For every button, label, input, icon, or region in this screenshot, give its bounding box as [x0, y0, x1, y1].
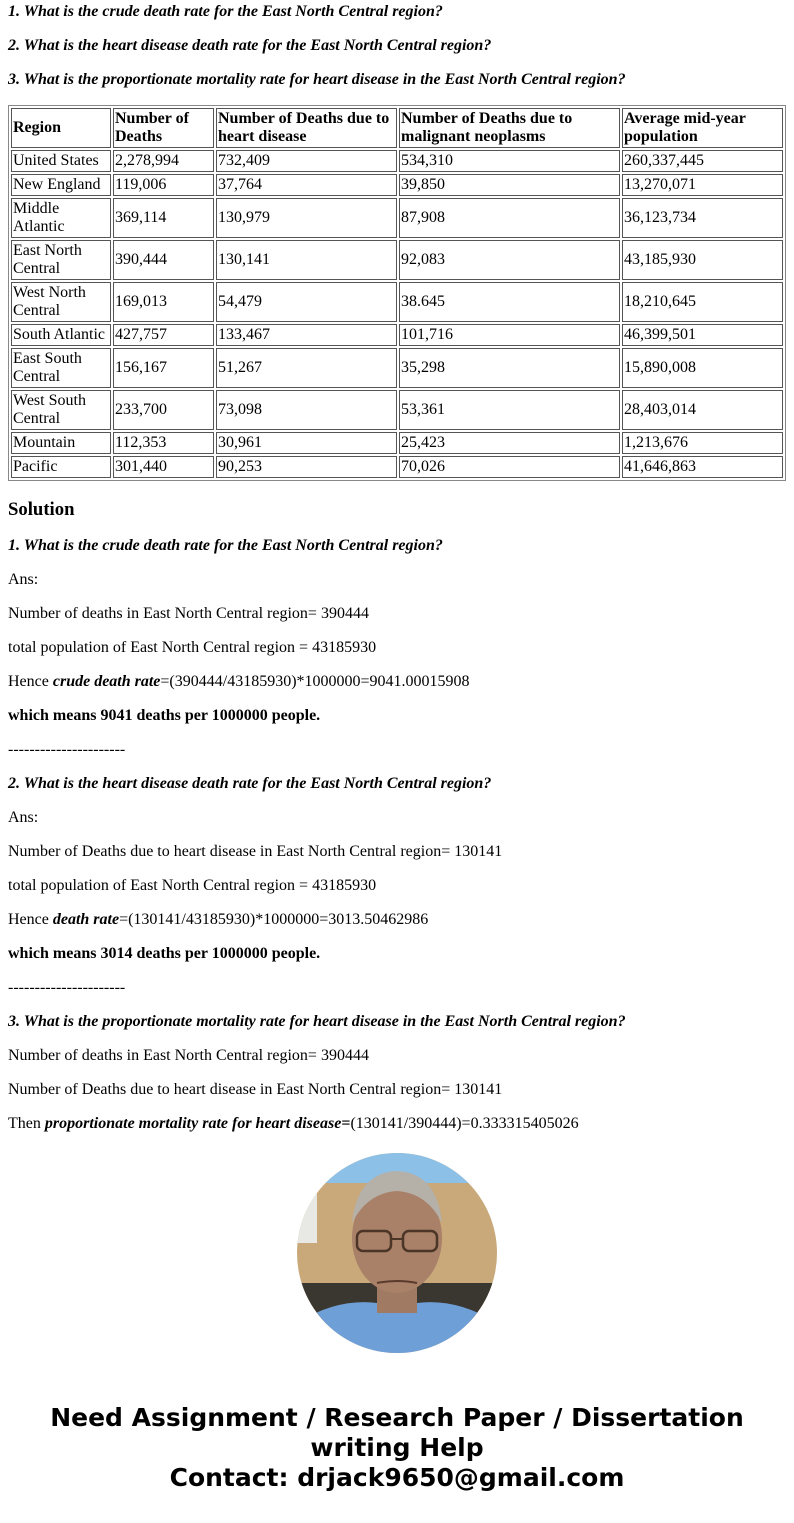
value-cell: 156,167 — [113, 348, 214, 388]
question-1 — [8, 3, 786, 21]
footer-contact: Contact: drjack9650@gmail.com — [169, 1463, 625, 1492]
column-header: Number of Deaths due to malignant neoplasms — [399, 108, 620, 148]
column-header: Number of Deaths — [113, 108, 214, 148]
region-cell: United States — [11, 150, 111, 172]
value-cell: 35,298 — [399, 348, 620, 388]
formula: =(130141/43185930)*1000000=3013.50462986 — [119, 911, 429, 928]
region-cell: South Atlantic — [11, 324, 111, 346]
region-cell: Middle Atlantic — [11, 198, 111, 238]
region-cell: East South Central — [11, 348, 111, 388]
mortality-table — [8, 105, 786, 481]
value-cell: 92,083 — [399, 240, 620, 280]
q1-deaths: Number of deaths in East North Central region= 390444 — [8, 605, 369, 622]
value-cell: 41,646,863 — [622, 456, 783, 478]
q1-formula — [8, 673, 786, 691]
value-cell: 53,361 — [399, 390, 620, 430]
value-cell: 51,267 — [216, 348, 397, 388]
question-1-repeat: 1. What is the crude death rate for the East North Central region? — [8, 537, 443, 554]
term: proportionate mortality rate for heart disease — [44, 1115, 342, 1132]
question-text: 2. What is the heart disease death rate for the East North Central region? — [8, 37, 492, 54]
table-row — [11, 432, 783, 454]
term: death rate — [52, 911, 120, 928]
table-header-row — [11, 108, 783, 148]
equals: = — [341, 1115, 351, 1132]
value-cell: 90,253 — [216, 456, 397, 478]
value-cell: 133,467 — [216, 324, 397, 346]
value-cell: 38.645 — [399, 282, 620, 322]
value-cell: 534,310 — [399, 150, 620, 172]
q3-deaths: Number of deaths in East North Central region= 390444 — [8, 1047, 369, 1064]
document — [8, 0, 786, 1149]
value-cell: 112,353 — [113, 432, 214, 454]
value-cell: 390,444 — [113, 240, 214, 280]
table-row — [11, 456, 783, 478]
q2-formula — [8, 911, 786, 929]
region-cell: Mountain — [11, 432, 111, 454]
solution-heading: Solution — [8, 499, 75, 520]
hence-text: Hence — [8, 673, 53, 690]
question-3-repeat: 3. What is the proportionate mortality rate for heart disease in the East North Central region? — [8, 1013, 626, 1030]
value-cell: 73,098 — [216, 390, 397, 430]
table-row — [11, 174, 783, 196]
hence-text: Hence — [8, 911, 53, 928]
value-cell: 87,908 — [399, 198, 620, 238]
contact-footer — [0, 1403, 794, 1493]
value-cell: 15,890,008 — [622, 348, 783, 388]
value-cell: 301,440 — [113, 456, 214, 478]
q2-conclusion: which means 3014 deaths per 1000000 people. — [8, 945, 321, 962]
question-text: 3. What is the proportionate mortality rate for heart disease in the East North Central region? — [8, 71, 626, 88]
value-cell: 18,210,645 — [622, 282, 783, 322]
question-3 — [8, 71, 786, 89]
question-text: 1. What is the crude death rate for the East North Central region? — [8, 3, 443, 20]
region-cell: West South Central — [11, 390, 111, 430]
table-row — [11, 198, 783, 238]
separator: ---------------------- — [8, 979, 126, 996]
author-avatar — [297, 1153, 497, 1353]
value-cell: 54,479 — [216, 282, 397, 322]
value-cell: 119,006 — [113, 174, 214, 196]
column-header: Average mid-year population — [622, 108, 783, 148]
value-cell: 427,757 — [113, 324, 214, 346]
table-row — [11, 324, 783, 346]
q3-formula — [8, 1115, 786, 1133]
region-cell: East North Central — [11, 240, 111, 280]
value-cell: 369,114 — [113, 198, 214, 238]
q3-heart: Number of Deaths due to heart disease in East North Central region= 130141 — [8, 1081, 503, 1098]
value-cell: 1,213,676 — [622, 432, 783, 454]
formula: =(390444/43185930)*1000000=9041.00015908 — [160, 673, 470, 690]
value-cell: 25,423 — [399, 432, 620, 454]
table-row — [11, 240, 783, 280]
value-cell: 233,700 — [113, 390, 214, 430]
value-cell: 46,399,501 — [622, 324, 783, 346]
then-text: Then — [8, 1115, 45, 1132]
term: crude death rate — [52, 673, 161, 690]
table-row — [11, 390, 783, 430]
value-cell: 130,979 — [216, 198, 397, 238]
table-row — [11, 348, 783, 388]
q1-population: total population of East North Central region = 43185930 — [8, 639, 377, 656]
formula: (130141/390444)=0.333315405026 — [350, 1115, 579, 1132]
table-row — [11, 282, 783, 322]
q2-population: total population of East North Central region = 43185930 — [8, 877, 377, 894]
value-cell: 70,026 — [399, 456, 620, 478]
question-2 — [8, 37, 786, 55]
region-cell: New England — [11, 174, 111, 196]
value-cell: 13,270,071 — [622, 174, 783, 196]
value-cell: 37,764 — [216, 174, 397, 196]
value-cell: 130,141 — [216, 240, 397, 280]
value-cell: 39,850 — [399, 174, 620, 196]
value-cell: 28,403,014 — [622, 390, 783, 430]
q2-deaths: Number of Deaths due to heart disease in East North Central region= 130141 — [8, 843, 503, 860]
value-cell: 30,961 — [216, 432, 397, 454]
region-cell: Pacific — [11, 456, 111, 478]
question-2-repeat: 2. What is the heart disease death rate for the East North Central region? — [8, 775, 492, 792]
value-cell: 101,716 — [399, 324, 620, 346]
region-cell: West North Central — [11, 282, 111, 322]
value-cell: 169,013 — [113, 282, 214, 322]
footer-headline: Need Assignment / Research Paper / Dissertation writing Help — [50, 1403, 744, 1462]
separator: ---------------------- — [8, 741, 126, 758]
value-cell: 43,185,930 — [622, 240, 783, 280]
ans-label: Ans: — [8, 571, 39, 588]
value-cell: 2,278,994 — [113, 150, 214, 172]
column-header: Region — [11, 108, 111, 148]
value-cell: 260,337,445 — [622, 150, 783, 172]
ans-label: Ans: — [8, 809, 39, 826]
q1-conclusion: which means 9041 deaths per 1000000 people. — [8, 707, 321, 724]
value-cell: 732,409 — [216, 150, 397, 172]
column-header: Number of Deaths due to heart disease — [216, 108, 397, 148]
value-cell: 36,123,734 — [622, 198, 783, 238]
table-row — [11, 150, 783, 172]
